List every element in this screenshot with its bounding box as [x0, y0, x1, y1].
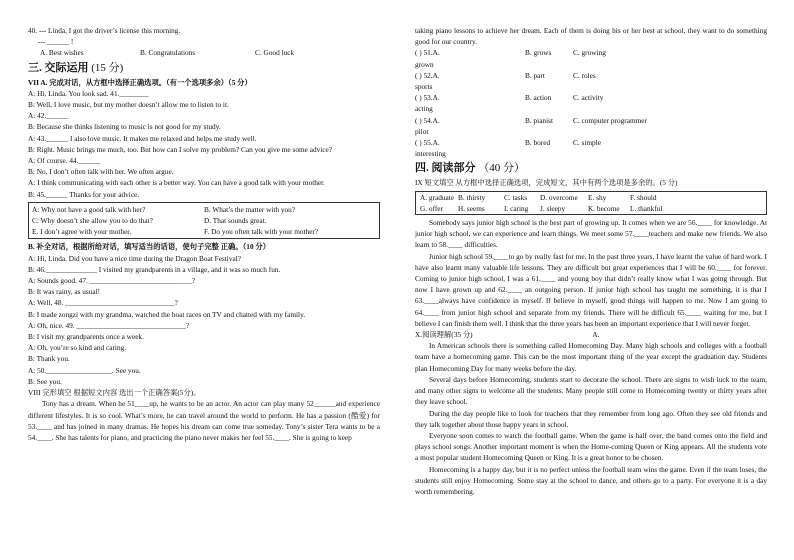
- cloze-option-row: [415, 92, 767, 114]
- dialog-a-line: A: I think communicating with each other is a better way. You can have a good talk with your mother.: [28, 178, 326, 188]
- options-box-a: [28, 202, 380, 240]
- option-b: B. Congratulations: [140, 48, 196, 58]
- box-option: C: Why doesn’t she allow you to do that?: [32, 216, 153, 226]
- passage-x-paragraph: Homecoming is a happy day, but it is no perfect unless the football team wins the game. Even if the team loses, the students still enjoy Homecoming. Some stay at the school to dance, and others go to a party. For everyone it is a day worth remembering.: [415, 464, 767, 496]
- passage-x-paragraph: In American schools there is something called Homecoming Day. Many high schools and colleges with a football team have a homecoming game. This can be the most important thing of the year except the graduation day. Students plan Homecoming Day for many weeks before the day.: [415, 341, 767, 373]
- question-40: 40. --- Linda, I got the driver’s license this morning.: [28, 26, 181, 35]
- cloze-option-c: C. computer programmer: [573, 115, 647, 125]
- option-a: A. Best wishes: [40, 48, 84, 58]
- box-option: A: Why not have a good talk with her?: [32, 204, 146, 214]
- section-10-title: X.阅读理解(35 分): [415, 330, 473, 340]
- dialog-b-line: B: I made zongzi with my grandma, watched the boat races on TV and chatted with my family.: [28, 309, 306, 319]
- word-option: L. thankful: [630, 203, 663, 213]
- section-9-title: IX 短文填空 从方框中选择正确选项，完成短文，其中有两个选项是多余的。(5 分): [415, 178, 678, 188]
- dialog-b-line: A: Well, 48. ______________________________?: [28, 298, 178, 308]
- dialog-a-line: B: 45.______ Thanks for your advice.: [28, 189, 140, 199]
- cloze-passage-continued: taking piano lessons to achieve her dream. Each of them is doing his or her best at school, they want to do something good for our country.: [415, 26, 767, 47]
- cloze-question: ( ) 52.A. sports: [415, 70, 440, 92]
- cloze-option-c: C. roles: [573, 70, 596, 80]
- cloze-option-row: [415, 115, 767, 137]
- option-c: C. Good luck: [255, 48, 295, 58]
- section-3-title: 三. 交际运用: [28, 61, 89, 74]
- dialog-b-line: A: Oh, you’re so kind and caring.: [28, 343, 127, 353]
- dialog-b-line: A: Hi, Linda. Did you have a nice time during the Dragon Boat Festival?: [28, 253, 241, 263]
- cloze-option-b: B. bored: [525, 138, 551, 148]
- section-10-heading: [415, 329, 767, 340]
- box-option: B. What’s the matter with you?: [204, 204, 296, 214]
- word-option: H. seems: [458, 203, 485, 213]
- dialog-b-line: B: Thank you.: [28, 354, 70, 364]
- word-option: C. tasks: [504, 192, 528, 202]
- word-option: B. thirsty: [458, 192, 486, 202]
- cloze-option-row: [415, 47, 767, 69]
- passage-x-paragraph: Everyone soon comes to watch the football game. When the game is half over, the band comes onto the field and plays school songs. Another important moment is when the Home-coming Queen or King appears. All the students vote a most popular student Homecoming Queen or King. It is a great honor to be chosen.: [415, 430, 767, 463]
- dialog-a-line: B: No, I don’t often talk with her. We often argue.: [28, 167, 174, 177]
- cloze-question: ( ) 54.A. pilot: [415, 115, 440, 136]
- word-option: D. overcome: [540, 192, 578, 202]
- dialog-a-line: A: 43.______ I also love music. It makes me relaxed and helps me study well.: [28, 133, 257, 143]
- section-4-points: （40 分）: [478, 162, 525, 175]
- section-3-points: (15 分): [91, 61, 124, 74]
- cloze-question: ( ) 51.A. grown: [415, 48, 440, 69]
- dialog-b-line: B: It was rainy, as usual!: [28, 287, 101, 297]
- passage-a-label: A.: [592, 330, 600, 340]
- cloze-option-b: B. action: [525, 93, 552, 103]
- cloze-option-b: B. pianist: [525, 115, 553, 125]
- part-a-title: VII A. 完成对话，从方框中选择正确选项。（有一个选项多余）（5 分）: [28, 77, 252, 87]
- dialog-a-line: B: Right. Music brings me much, too. But how can I solve my problem? Can you give me some advice?: [28, 144, 332, 154]
- word-box-row: [420, 203, 762, 214]
- box-option: D. That sounds great.: [204, 216, 267, 226]
- cloze-option-c: C. activity: [573, 93, 604, 103]
- left-column: [28, 25, 380, 443]
- dialog-b-line: A: Sounds good. 47. ____________________________?: [28, 276, 196, 286]
- dialog-a-line: A: Hi, Linda. You look sad. 41.________: [28, 88, 149, 98]
- section-3-heading: [28, 61, 380, 76]
- question-40-blank: --- ______ !: [38, 37, 74, 47]
- word-box-row: [420, 192, 762, 203]
- dialog-a-line: B: Because she thinks listening to music is not good for my study.: [28, 122, 221, 132]
- dialog-b-line: B: I visit my grandparents once a week.: [28, 332, 144, 342]
- cloze-question: ( ) 55.A. interesting: [415, 138, 446, 159]
- box-option: F. Do you often talk with your mother?: [204, 227, 319, 237]
- section-8-title: VIII 完形填空 根据短文内容 选出一个正确答案(5分)。: [28, 388, 201, 398]
- dialog-a-line: A: Of course. 44.______: [28, 156, 101, 166]
- word-option: K. become: [588, 203, 620, 213]
- box-option: E. I don’t agree with your mother.: [32, 227, 132, 237]
- word-option: J. sleepy: [540, 203, 566, 213]
- dialog-a-line: A: 42.______: [28, 111, 69, 121]
- cloze-option-row: [415, 137, 767, 159]
- passage-ix-paragraph: Junior high school 59.____to go by really fast for me. In the past three years, I have learnt the value of hard work. I have also learnt many valuable life lessons. They are difficult but great experiences that I will be 60.____ for forever. Coming to junior high school, I was a 61.____ and young boy that didn’t really know what I was going through. But now I have grown up and 62.____ an outgoing person. If junior high school has taught me something, it is that I 63.____always have confidence in myself. If believe in myself, good things will happen to me. Now I am going to 64.____ from junior high school and separate from my friends. There will be difficult 65.____ waiting for me, but I believe I can finish them well. I think that the three years has been an important experience that I will never forget.: [415, 251, 767, 328]
- passage-x-paragraph: During the day people like to look for teachers that they remember from long ago. Often they see old friends and they talk together about those happy years in school.: [415, 408, 767, 429]
- cloze-question: ( ) 53.A. acting: [415, 93, 440, 114]
- cloze-option-c: C. simple: [573, 138, 601, 148]
- dialog-b-line: B: 46.______________ I visited my grandparents in a village, and it was so much fun.: [28, 264, 281, 274]
- word-option: G. offer: [420, 203, 443, 213]
- word-option: E. shy: [588, 192, 607, 202]
- question-40-options: [28, 47, 380, 58]
- dialog-a-line: B: Well, I love music, but my mother doesn’t allow me to listen to it.: [28, 100, 229, 110]
- part-b-title: B. 补全对话，根据所给对话，填写适当的话语，使句子完整 正确。（10 分）: [28, 242, 271, 252]
- word-option: A. graduate: [420, 192, 455, 202]
- passage-ix-paragraph: Somebody says junior high school is the best part of growing up. It comes when we are 56.____ for knowledge. At junior high school, we can experience and learn things. We meet some 57.____teachers and make new friends. We also learn to 58.____ difficulties.: [415, 218, 767, 250]
- word-option: I. caring: [504, 203, 529, 213]
- word-box: [415, 191, 767, 215]
- cloze-option-c: C. growing: [573, 48, 606, 58]
- passage-x-paragraph: Several days before Homecoming, students start to decorate the school. There are signs to wish luck to the team, and many other signs to welcome all the students. Many people still come to Homecoming twenty or thirty years after they leave school.: [415, 374, 767, 407]
- right-column: [415, 25, 767, 497]
- cloze-option-row: [415, 70, 767, 92]
- cloze-option-b: B. part: [525, 70, 545, 80]
- word-option: F. should: [630, 192, 657, 202]
- cloze-option-b: B. grows: [525, 48, 552, 58]
- dialog-b-line: B: See you.: [28, 376, 62, 386]
- dialog-b-line: A: 50.__________________. See you.: [28, 365, 141, 375]
- section-4-title: 四. 阅读部分: [415, 162, 476, 175]
- section-4-heading: [415, 161, 767, 176]
- dialog-b-line: A: Oh, nice. 49. ______________________________?: [28, 320, 190, 330]
- cloze-passage: Tony has a dream. When he 51____up, he wants to be an actor. An actor can play many 52______and experience different lifestyles. It is so cool. What’s more, he can travel around the world to perform. He has a passion (酷爱) for 53.____ and has joined in many dramas. He hopes his dream can come true someday. Tony’s sister Tera wants to be a 54.____. She has talents for piano, and practicing the piano never makes her feel 55.____. She is going to keep: [28, 399, 380, 442]
